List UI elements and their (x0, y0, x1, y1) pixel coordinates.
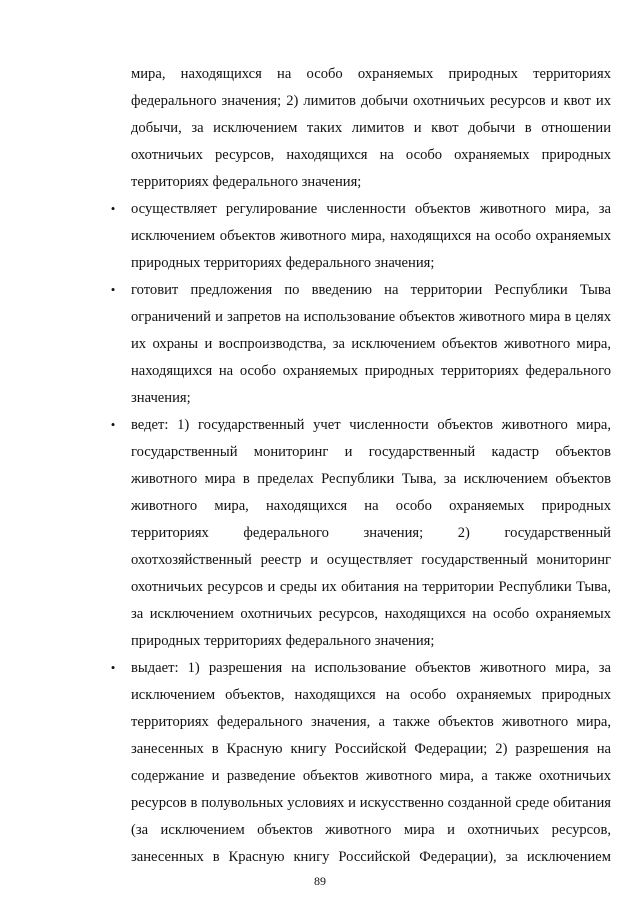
text-line: добычи, за исключением таких лимитов и квот добычи в отношении (131, 120, 611, 136)
bullet-icon: • (110, 282, 116, 297)
text-line: государственный мониторинг и государственный кадастр объектов (131, 444, 611, 460)
page-number: 89 (314, 874, 326, 888)
text-line: ведет: 1) государственный учет численности объектов животного мира, (131, 417, 611, 433)
text-line: охотничьих ресурсов и среды их обитания на территории Республики Тыва, (131, 579, 611, 595)
text-line: территориях федерального значения, а также объектов животного мира, (131, 714, 611, 730)
text-line: занесенных в Красную книгу Российской Федерации; 2) разрешения на (131, 741, 611, 757)
text-line: федерального значения; 2) лимитов добычи охотничьих ресурсов и квот их (131, 93, 611, 109)
text-line: природных территориях федерального значения; (131, 255, 435, 271)
bullet-icon: • (110, 201, 116, 216)
bullet-icon: • (110, 417, 116, 432)
text-line: ресурсов в полувольных условиях и искусственно созданной среде обитания (131, 795, 611, 811)
text-line: исключением объектов животного мира, находящихся на особо охраняемых (131, 228, 611, 244)
text-line: животного мира в пределах Республики Тыва, за исключением объектов (131, 471, 611, 487)
text-line: выдает: 1) разрешения на использование объектов животного мира, за (131, 660, 611, 676)
text-line: (за исключением объектов животного мира и охотничьих ресурсов, (131, 822, 611, 838)
text-line: охотничьих ресурсов, находящихся на особо охраняемых природных (131, 147, 611, 163)
text-line: значения; (131, 390, 191, 406)
text-line: животного мира, находящихся на особо охраняемых природных (131, 498, 611, 514)
text-line: за исключением охотничьих ресурсов, находящихся на особо охраняемых (131, 606, 611, 622)
text-line: готовит предложения по введению на территории Республики Тыва (131, 282, 611, 298)
bullet-icon: • (110, 660, 116, 675)
text-line: территориях федерального значения; 2) государственный (131, 525, 611, 541)
text-line: содержание и разведение объектов животного мира, а также охотничьих (131, 768, 611, 784)
text-line: мира, находящихся на особо охраняемых природных территориях (131, 66, 611, 82)
text-line: ограничений и запретов на использование объектов животного мира в целях (131, 309, 611, 325)
text-line: занесенных в Красную книгу Российской Федерации), за исключением (131, 849, 611, 865)
text-line: природных территориях федерального значения; (131, 633, 435, 649)
text-line: находящихся на особо охраняемых природных территориях федерального (131, 363, 611, 379)
text-line: исключением объектов, находящихся на особо охраняемых природных (131, 687, 611, 703)
text-line: охотхозяйственный реестр и осуществляет государственный мониторинг (131, 552, 611, 568)
text-line: территориях федерального значения; (131, 174, 362, 190)
text-line: осуществляет регулирование численности объектов животного мира, за (131, 201, 611, 217)
text-line: их охраны и воспроизводства, за исключением объектов животного мира, (131, 336, 611, 352)
